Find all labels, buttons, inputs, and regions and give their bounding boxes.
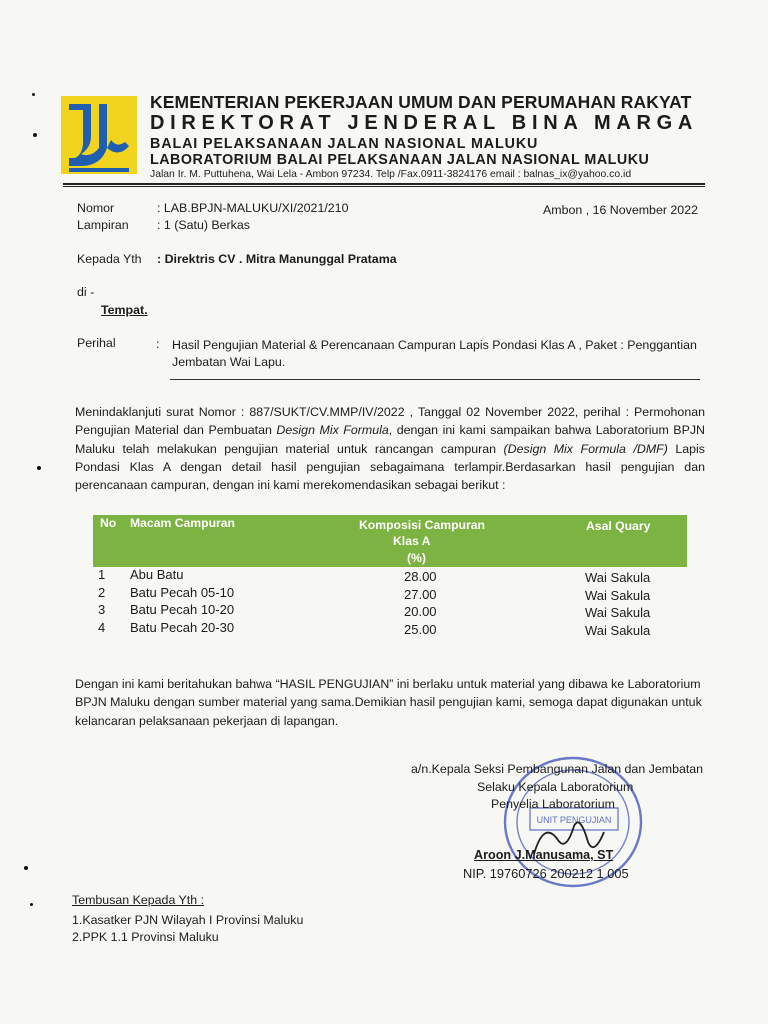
header-macam-campuran: Macam Campuran <box>130 516 235 530</box>
header-asal-quary: Asal Quary <box>586 519 651 533</box>
row-no: 2 <box>98 585 106 600</box>
body-line-1: Menindaklanjuti surat Nomor : 887/SUKT/CV.MMP/IV/2022 , Tanggal 02 November 2022, perihal : Permohonan <box>75 405 705 419</box>
perihal-underline <box>170 379 700 380</box>
header-komposisi-3: (%) <box>407 551 426 565</box>
header-rule-thin <box>63 186 705 187</box>
row-asal: Wai Sakula <box>585 570 651 585</box>
body-line-2-c: , dengan ini kami sampaikan bahwa Laboratorium BPJN <box>388 423 705 438</box>
table-header <box>93 515 687 567</box>
signature-line-1: a/n.Kepala Seksi Pembangunan Jalan dan Jembatan <box>411 762 704 776</box>
header-rule-thick <box>63 183 705 185</box>
perihal-line-1: Hasil Pengujian Material & Perencanaan Campuran Lapis Pondasi Klas A , Paket : Penggantian <box>172 338 697 352</box>
di-label: di - <box>77 285 95 299</box>
header-komposisi-1: Komposisi Campuran <box>359 518 485 532</box>
row-macam: Abu Batu <box>130 567 184 582</box>
scan-speck <box>24 866 28 870</box>
lampiran-value: : 1 (Satu) Berkas <box>157 218 250 232</box>
row-komposisi: 20.00 <box>404 604 437 619</box>
body-line-2-a: Pengujian Material dan Pembuatan <box>75 423 277 438</box>
office-address: Jalan Ir. M. Puttuhena, Wai Lela - Ambon 97234. Telp /Fax.0911-3824176 email : balnas_ix@yahoo.co.id <box>150 169 632 180</box>
perihal-label: Perihal <box>77 336 116 350</box>
table-row <box>93 602 687 620</box>
table-row <box>93 585 687 603</box>
signature-line-3: Penyelia Laboratorium <box>491 797 615 811</box>
lampiran-label: Lampiran <box>77 218 129 232</box>
signatory-nip: NIP. 19760726 200212 1 005 <box>463 866 629 881</box>
row-macam: Batu Pecah 05-10 <box>130 585 235 600</box>
row-macam: Batu Pecah 20-30 <box>130 620 235 635</box>
closing-line-1: Dengan ini kami beritahukan bahwa “HASIL PENGUJIAN” ini berlaku untuk material yang dibawa ke Laboratorium <box>75 677 701 691</box>
scan-speck <box>33 133 37 137</box>
header-komposisi-2: Klas A <box>393 534 431 548</box>
row-no: 3 <box>98 602 106 617</box>
row-komposisi: 27.00 <box>404 587 437 602</box>
perihal-line-2: Jembatan Wai Lapu. <box>172 355 286 369</box>
ministry-logo <box>61 96 137 174</box>
dmf-italic: (Design Mix Formula /DMF) <box>503 441 668 456</box>
letter-date: Ambon , 16 November 2022 <box>543 203 698 217</box>
body-line-2 <box>75 421 705 439</box>
table-row <box>93 620 687 638</box>
body-line-3 <box>75 440 705 458</box>
row-asal: Wai Sakula <box>585 605 651 620</box>
row-no: 1 <box>98 567 106 582</box>
ministry-name: KEMENTERIAN PEKERJAAN UMUM DAN PERUMAHAN RAKYAT <box>150 92 692 112</box>
laboratory-name: LABORATORIUM BALAI PELAKSANAAN JALAN NASIONAL MALUKU <box>150 152 650 168</box>
header-no: No <box>100 516 117 530</box>
kepada-value: : Direktris CV . Mitra Manunggal Pratama <box>157 252 397 266</box>
row-asal: Wai Sakula <box>585 588 651 603</box>
tempat-label: Tempat. <box>101 303 148 317</box>
row-asal: Wai Sakula <box>585 623 651 638</box>
body-line-3-c: Lapis <box>667 441 705 456</box>
stamp-text: UNIT PENGUJIAN <box>536 815 612 825</box>
row-macam: Batu Pecah 10-20 <box>130 602 235 617</box>
row-komposisi: 25.00 <box>404 622 437 637</box>
scan-speck <box>30 903 33 906</box>
scan-speck <box>37 466 41 470</box>
nomor-label: Nomor <box>77 201 115 215</box>
signatory-name: Aroon J.Manusama, ST <box>474 848 614 862</box>
row-komposisi: 28.00 <box>404 569 437 584</box>
body-line-3-a: Maluku telah melakukan pengujian material untuk rancangan campuran <box>75 441 504 456</box>
body-line-5: perencanaan campuran, dengan ini kami merekomendasikan sebagai berikut : <box>75 478 506 493</box>
tembusan-item-1: 1.Kasatker PJN Wilayah I Provinsi Maluku <box>72 913 304 927</box>
closing-line-3: kelancaran pelaksanaan pekerjaan di lapangan. <box>75 713 339 728</box>
closing-line-2: BPJN Maluku dengan sumber material yang sama.Demikian hasil pengujian kami, semoga dapat digunakan untuk <box>75 695 702 710</box>
kepada-label: Kepada Yth <box>77 252 142 266</box>
row-no: 4 <box>98 620 106 635</box>
body-line-4: Pondasi Klas A dengan detail hasil pengujian sebagaimana terlampir.Berdasarkan hasil pengujian dan <box>75 459 705 474</box>
closing-paragraph <box>75 675 705 730</box>
balai-name: BALAI PELAKSANAAN JALAN NASIONAL MALUKU <box>150 136 539 152</box>
tembusan-title: Tembusan Kepada Yth : <box>72 893 205 907</box>
signature-line-2: Selaku Kepala Laboratorium <box>477 780 634 794</box>
directorate-name: DIREKTORAT JENDERAL BINA MARGA <box>150 112 699 134</box>
tembusan-item-2: 2.PPK 1.1 Provinsi Maluku <box>72 930 219 944</box>
table-row <box>93 567 687 585</box>
scan-speck <box>32 93 35 96</box>
nomor-value: : LAB.BPJN-MALUKU/XI/2021/210 <box>157 201 349 215</box>
perihal-colon: : <box>156 337 160 351</box>
design-mix-formula-italic: Design Mix Formula <box>276 423 389 438</box>
body-paragraph <box>75 403 705 494</box>
